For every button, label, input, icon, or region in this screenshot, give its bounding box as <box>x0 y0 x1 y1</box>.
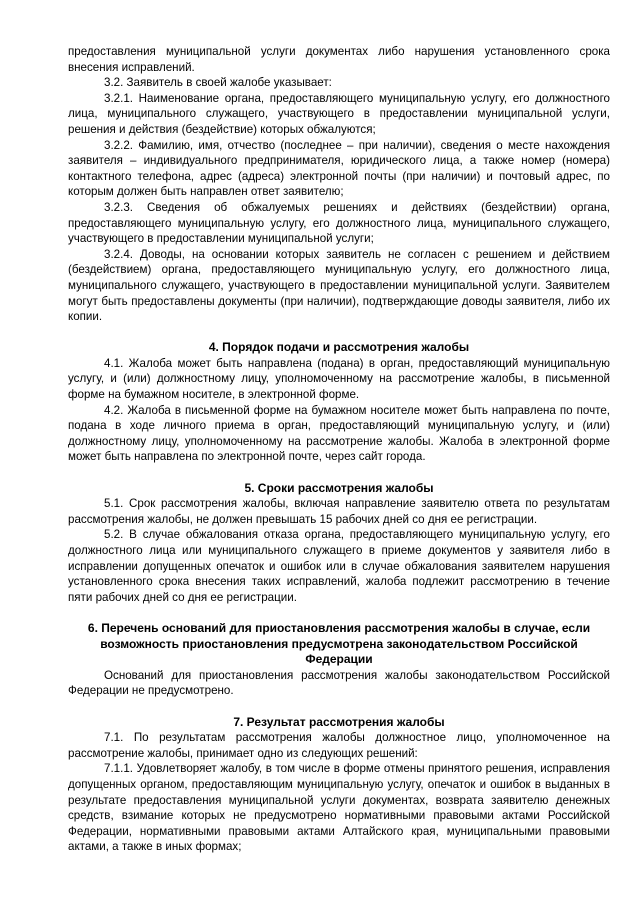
paragraph: 4.1. Жалоба может быть направлена (подана) в орган, предоставляющий муниципальную услугу, и (или) должностному лицу, уполномоченному на рассмотрение жалобы, в письменной форме на бумажном носителе, в электронной форме. <box>68 356 610 402</box>
section-spacer <box>68 465 610 481</box>
section-heading: 5. Сроки рассмотрения жалобы <box>244 480 434 495</box>
paragraph: 3.2.3. Сведения об обжалуемых решениях и действиях (бездействии) органа, предоставляющего муниципальную услугу, его должностного лица, муниципального служащего, участвующего в предоставлении муниципальной услуги; <box>68 200 610 246</box>
paragraph: 3.2. Заявитель в своей жалобе указывает: <box>104 76 332 90</box>
paragraph: Оснований для приостановления рассмотрения жалобы законодательством Российской Федерации не предусмотрено. <box>68 668 610 698</box>
paragraph: 5.2. В случае обжалования отказа органа, предоставляющего муниципальную услугу, его должностного лица или муниципального служащего в приеме документов у заявителя либо в исправлении допущенных опечаток и ошибок или в случае обжалования заявителем нарушения установленного срока внесения таких исправлений, жалоба подлежит рассмотрению в течение пяти рабочих дней со дня ее регистрации. <box>68 528 610 604</box>
section-spacer <box>68 325 610 341</box>
section-spacer <box>68 605 610 621</box>
paragraph: 7.1.1. Удовлетворяет жалобу, в том числе в форме отмены принятого решения, исправления допущенных органом, предоставляющим муниципальную услугу, опечаток и ошибок в выданных в результате предоставления муниципальной услуги документах, возврата заявителю денежных средств, взимание которых не предусмотрено нормативными правовыми актами Российской Федерации, нормативными правовыми актами Алтайского края, муниципальными правовыми актами, а также в иных формах; <box>68 762 610 854</box>
paragraph: 7.1. По результатам рассмотрения жалобы должностное лицо, уполномоченное на рассмотрение жалобы, принимает одно из следующих решений: <box>68 731 610 760</box>
paragraph: 5.1. Срок рассмотрения жалобы, включая направление заявителю ответа по результатам рассмотрения жалобы, не должен превышать 15 рабочих дней со дня ее регистрации. <box>68 497 610 526</box>
section-heading: 7. Результат рассмотрения жалобы <box>233 714 445 729</box>
paragraph: 3.2.2. Фамилию, имя, отчество (последнее – при наличии), сведения о месте нахождения заявителя – индивидуального предпринимателя, юридического лица, а также номер (номера) контактного телефона, адрес (адреса) электронной почты (при наличии) и почтовый адрес, по которым должен быть направлен ответ заявителю; <box>68 138 610 199</box>
document-page <box>68 44 610 855</box>
paragraph: 3.2.4. Доводы, на основании которых заявитель не согласен с решением и действием (бездействием) органа, предоставляющего муниципальную услугу, его должностного лица, муниципального служащего, участвующего в предоставлении муниципальной услуги. Заявителем могут быть предоставлены документы (при наличии), подтверждающие доводы заявителя, либо их копии. <box>68 247 610 324</box>
section-spacer <box>68 699 610 715</box>
section-heading: 6. Перечень оснований для приостановления рассмотрения жалобы в случае, если возможность приостановления предусмотрена законодательством Российской Федерации <box>87 620 591 667</box>
paragraph: 3.2.1. Наименование органа, предоставляющего муниципальную услугу, его должностного лица, муниципального служащего, участвующего в предоставлении муниципальной услуги, решения и действия (бездействие) которых обжалуются; <box>68 91 610 136</box>
paragraph: предоставления муниципальной услуги документах либо нарушения установленного срока внесения исправлений. <box>68 45 610 74</box>
paragraph: 4.2. Жалоба в письменной форме на бумажном носителе может быть направлена по почте, подана в ходе личного приема в орган, предоставляющий муниципальную услугу, и (или) должностному лицу, уполномоченному на рассмотрение жалобы. Жалоба в электронной форме может быть направлена по электронной почте, через сайт города. <box>68 403 610 464</box>
section-heading: 4. Порядок подачи и рассмотрения жалобы <box>208 340 470 355</box>
